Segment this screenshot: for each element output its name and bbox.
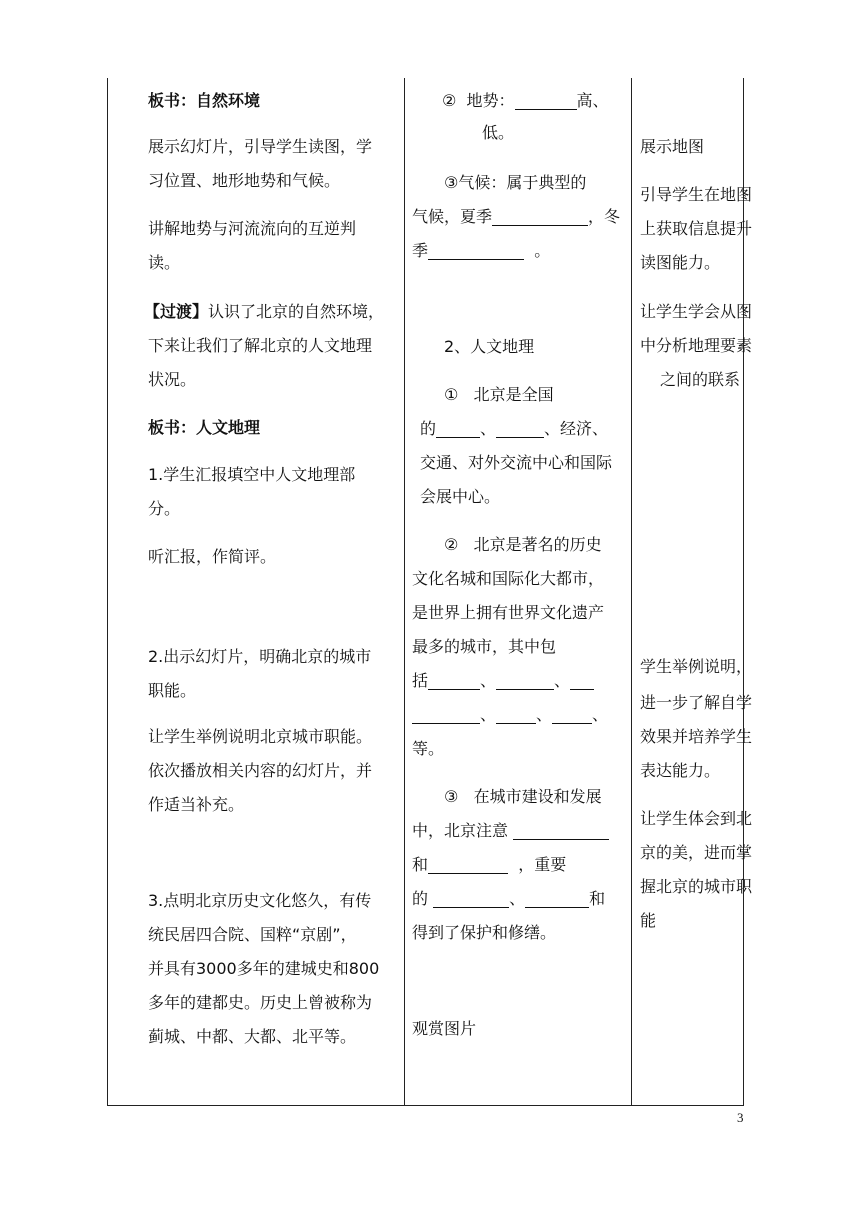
blank-field[interactable] <box>428 239 524 260</box>
fill-human-1: 的 、 、经济、 <box>420 419 609 438</box>
teacher-text: 作适当补充。 <box>148 795 245 814</box>
teacher-text: 讲解地势与河流流向的互逆判 <box>148 219 357 238</box>
fill-human-2: 文化名城和国际化大都市， <box>412 569 605 588</box>
activity-view-pictures: 观赏图片 <box>412 1019 477 1038</box>
fill-human-2: 最多的城市，其中包 <box>412 637 557 656</box>
fill-human-2: ② 北京是著名的历史 <box>444 535 602 554</box>
intent-text: 展示地图 <box>640 137 705 156</box>
teacher-text: 展示幻灯片，引导学生读图，学 <box>148 137 373 156</box>
fill-human-2: 、 、 、 <box>412 700 608 730</box>
fill-human-3: 得到了保护和修缮。 <box>412 923 557 942</box>
intent-text: 学生举例说明， <box>640 657 753 676</box>
blank-field[interactable] <box>428 669 480 690</box>
intent-text: 表达能力。 <box>640 761 721 780</box>
teacher-text: 依次播放相关内容的幻灯片，并 <box>148 761 373 780</box>
teacher-text: 习位置、地形地势和气候。 <box>148 171 341 190</box>
column-divider <box>404 78 405 1105</box>
blank-field[interactable] <box>496 417 544 438</box>
fill-human-3: 和 ，重要 <box>412 855 567 874</box>
teacher-text: 读。 <box>148 253 181 272</box>
intent-text: 握北京的城市职 <box>640 877 753 896</box>
intent-text: 读图能力。 <box>640 253 721 272</box>
teacher-text: 蓟城、中都、大都、北平等。 <box>148 1027 357 1046</box>
section-human-geography: 2、人文地理 <box>444 337 535 356</box>
intent-text: 效果并培养学生 <box>640 727 753 746</box>
intent-text: 让学生学会从图 <box>640 302 753 321</box>
fill-human-3: 的 、 和 <box>412 889 606 908</box>
teacher-text: 听汇报，作简评。 <box>148 547 277 566</box>
blank-field[interactable] <box>433 887 509 908</box>
teacher-text: 统民居四合院、国粹“京剧”， <box>148 925 357 944</box>
blank-field[interactable] <box>552 703 592 724</box>
column-divider <box>631 78 632 1105</box>
fill-human-2: 是世界上拥有世界文化遗产 <box>412 603 605 622</box>
intent-text: 之间的联系 <box>660 370 741 389</box>
fill-climate: 季 。 <box>412 241 551 260</box>
blank-field[interactable] <box>496 669 554 690</box>
page-number: 3 <box>737 1110 744 1125</box>
blank-field[interactable] <box>570 669 594 690</box>
transition-text: 【过渡】认识了北京的自然环境， <box>144 302 385 321</box>
teacher-text: 并具有3000多年的建城史和800 <box>148 959 380 978</box>
transition-mark: 【过渡】 <box>144 302 209 321</box>
fill-human-2: 括 、 、 <box>412 666 594 696</box>
fill-terrain-low: 低。 <box>482 123 515 142</box>
blank-field[interactable] <box>515 89 577 110</box>
intent-text: 上获取信息提升 <box>640 219 753 238</box>
teacher-text: 多年的建都史。历史上曾被称为 <box>148 993 373 1012</box>
intent-text: 中分析地理要素 <box>640 336 753 355</box>
transition-text: 状况。 <box>148 370 197 389</box>
board-heading-human: 板书：人文地理 <box>148 418 261 437</box>
blank-field[interactable] <box>436 417 480 438</box>
blank-field[interactable] <box>492 205 588 226</box>
blank-field[interactable] <box>525 887 589 908</box>
intent-text: 让学生体会到北 <box>640 809 753 828</box>
teacher-text: 3.点明北京历史文化悠久，有传 <box>148 891 372 910</box>
blank-field[interactable] <box>496 703 536 724</box>
fill-human-3: ③ 在城市建设和发展 <box>444 787 602 806</box>
transition-text: 下来让我们了解北京的人文地理 <box>148 336 373 355</box>
teacher-text: 让学生举例说明北京城市职能。 <box>148 727 373 746</box>
board-heading-nature: 板书：自然环境 <box>148 91 261 110</box>
fill-human-2: 等。 <box>412 739 445 758</box>
teacher-text: 1.学生汇报填空中人文地理部 <box>148 465 356 484</box>
teacher-text: 2.出示幻灯片，明确北京的城市 <box>148 647 372 666</box>
fill-human-1: 交通、对外交流中心和国际 <box>420 453 613 472</box>
teacher-text: 分。 <box>148 499 181 518</box>
fill-terrain: ② 地势： 高、 <box>442 91 609 110</box>
intent-text: 进一步了解自学 <box>640 693 753 712</box>
blank-field[interactable] <box>513 819 609 840</box>
fill-climate: ③气候：属于典型的 <box>444 173 587 192</box>
fill-human-3: 中，北京注意 <box>412 816 609 846</box>
blank-field[interactable] <box>412 703 480 724</box>
intent-text: 引导学生在地图 <box>640 185 753 204</box>
intent-text: 能 <box>640 911 657 930</box>
fill-human-1: ① 北京是全国 <box>444 385 554 404</box>
fill-climate: 气候，夏季 ，冬 <box>412 207 621 226</box>
blank-field[interactable] <box>428 853 508 874</box>
intent-text: 京的美，进而掌 <box>640 843 753 862</box>
teacher-text: 职能。 <box>148 681 197 700</box>
fill-human-1: 会展中心。 <box>420 487 501 506</box>
